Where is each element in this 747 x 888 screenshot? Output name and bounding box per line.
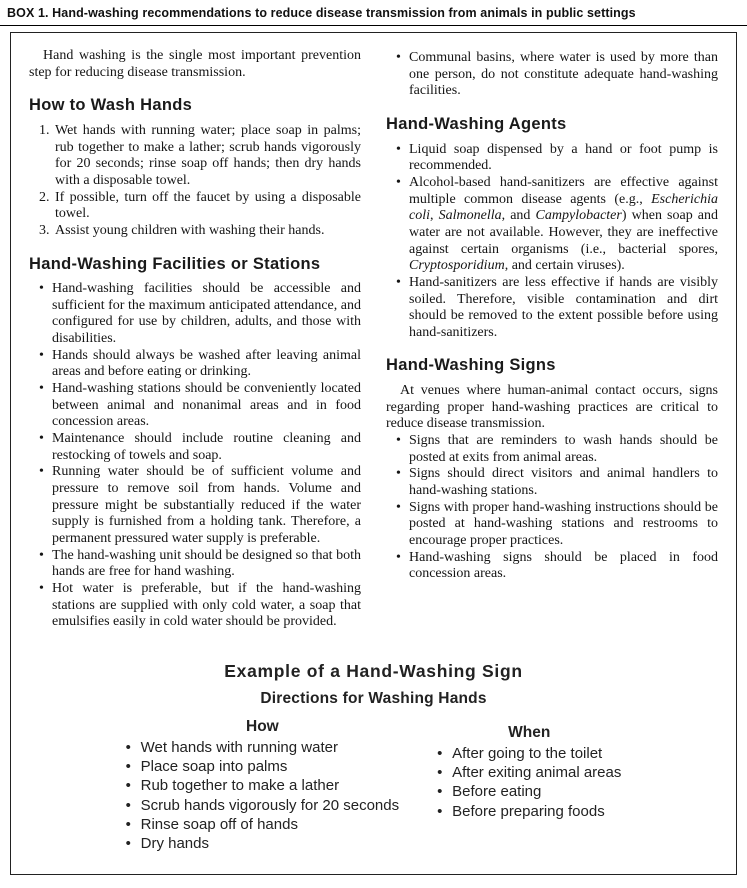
list-item: • Running water should be of sufficient volume and pressure to remove soil from hands. Volume and pressure might be substantially reduced if the water supply is furnished from a holding tank. Therefore, a permanent pressured water supply is preferable.	[39, 464, 361, 547]
list-item-number: 3.	[39, 222, 50, 238]
two-column-body	[29, 48, 718, 631]
list-item: • Before preparing foods	[437, 802, 621, 821]
example-sign-subtitle: Directions for Washing Hands	[260, 689, 487, 707]
example-when-list	[437, 744, 621, 821]
list-item: • Hand-washing facilities should be accessible and sufficient for the maximum anticipated attendance, and configured for use by children, adults, and those with disabilities.	[39, 281, 361, 348]
list-item: • Rinse soap off of hands	[126, 815, 399, 834]
example-sign-section	[29, 661, 718, 853]
intro-paragraph: Hand washing is the single most important prevention step for reducing disease transmission.	[29, 48, 361, 80]
example-when-heading: When	[508, 723, 551, 741]
list-item: • Signs should direct visitors and animal handlers to hand-washing stations.	[396, 466, 718, 499]
heading-how-to-wash-hands: How to Wash Hands	[29, 96, 193, 115]
box-title: BOX 1. Hand-washing recommendations to reduce disease transmission from animals in public settings	[7, 6, 636, 20]
list-item: • Maintenance should include routine cleaning and restocking of towels and soap.	[39, 431, 361, 464]
list-item: • Signs with proper hand-washing instructions should be posted at hand-washing stations and restrooms to encourage proper practices.	[396, 500, 718, 550]
heading-facilities-or-stations: Hand-Washing Facilities or Stations	[29, 254, 321, 273]
facilities-bullet-list-continued	[396, 50, 718, 100]
example-sign-columns	[29, 718, 718, 853]
recommendations-box	[10, 32, 737, 875]
list-item: • Alcohol-based hand-sanitizers are effective against multiple common disease agents (e.g., Escherichia coli, Salmonella, and Campylobacter) when soap and water are not available. However, they are ineffective against certain organisms (i.e., bacterial spores, Cryptosporidium, and certain viruses).	[396, 175, 718, 275]
list-item: • Hot water is preferable, but if the hand-washing stations are supplied with only cold water, a soap that emulsifies easily in cold water should be provided.	[39, 581, 361, 631]
list-item-number: 1.	[39, 122, 50, 138]
right-column	[386, 48, 718, 631]
heading-hand-washing-agents: Hand-Washing Agents	[386, 114, 567, 133]
example-how-column	[126, 718, 399, 853]
list-item: • Hand-washing signs should be placed in food concession areas.	[396, 550, 718, 583]
example-sign-title: Example of a Hand-Washing Sign	[224, 660, 523, 681]
list-item: • Place soap into palms	[126, 757, 399, 776]
heading-hand-washing-signs: Hand-Washing Signs	[386, 356, 556, 375]
list-item: • Rub together to make a lather	[126, 776, 399, 795]
list-item: • After exiting animal areas	[437, 763, 621, 782]
list-item: • Hand-sanitizers are less effective if hands are visibly soiled. Therefore, visible contamination and dirt should be removed to the extent possible before using hand-sanitizers.	[396, 275, 718, 342]
list-item: 2. If possible, turn off the faucet by using a disposable towel.	[39, 189, 361, 222]
list-item: • Dry hands	[126, 834, 399, 853]
example-how-heading: How	[246, 717, 279, 735]
example-when-column	[437, 718, 621, 853]
list-item: • Hand-washing stations should be conveniently located between animal and nonanimal areas and in food concession areas.	[39, 381, 361, 431]
example-how-list	[126, 738, 399, 853]
list-item: 3. Assist young children with washing their hands.	[39, 222, 325, 238]
list-item: • Signs that are reminders to wash hands should be posted at exits from animal areas.	[396, 433, 718, 466]
facilities-bullet-list	[39, 281, 361, 631]
list-item: • Before eating	[437, 782, 621, 801]
list-item-number: 2.	[39, 189, 50, 205]
list-item: • Communal basins, where water is used by more than one person, do not constitute adequate hand-washing facilities.	[396, 50, 718, 100]
list-item: • Scrub hands vigorously for 20 seconds	[126, 796, 399, 815]
signs-intro-paragraph: At venues where human-animal contact occurs, signs regarding proper hand-washing practices are critical to reduce disease transmission.	[386, 383, 718, 432]
list-item: • Liquid soap dispensed by a hand or foot pump is recommended.	[396, 142, 718, 175]
how-to-wash-steps-list	[39, 123, 361, 240]
list-item: • Hands should always be washed after leaving animal areas and before eating or drinking.	[39, 348, 361, 381]
list-item: • Wet hands with running water	[126, 738, 399, 757]
title-rule-divider	[0, 25, 747, 26]
list-item: • The hand-washing unit should be designed so that both hands are free for hand washing.	[39, 548, 361, 581]
list-item: 1. Wet hands with running water; place soap in palms; rub together to make a lather; scrub hands vigorously for 20 seconds; rinse soap off hands; then dry hands with a disposable towel.	[39, 122, 361, 188]
signs-bullet-list	[396, 433, 718, 583]
left-column	[29, 48, 361, 631]
list-item: • After going to the toilet	[437, 744, 621, 763]
agents-bullet-list	[396, 142, 718, 342]
